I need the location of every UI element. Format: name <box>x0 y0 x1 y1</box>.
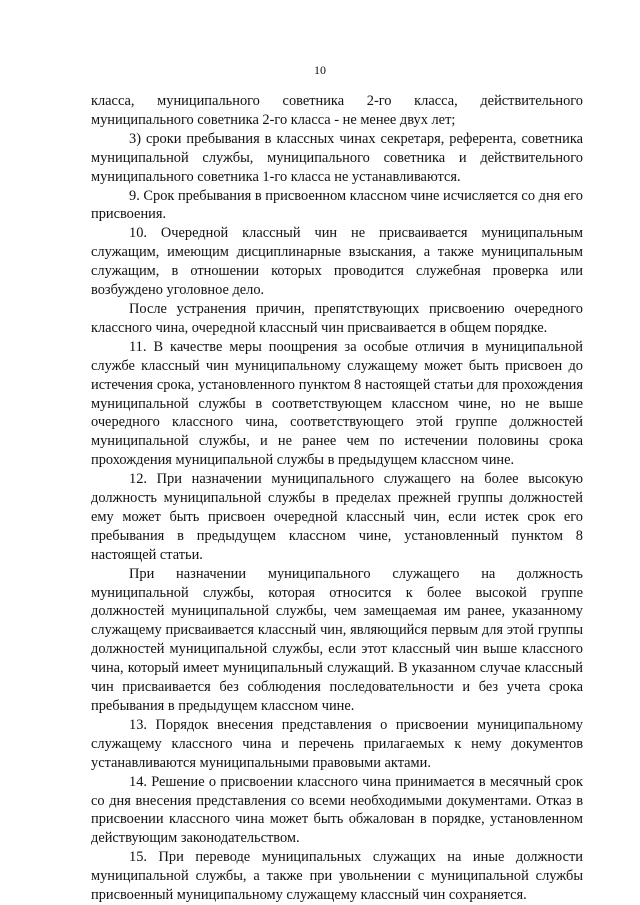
paragraph-13: 13. Порядок внесения представления о присвоении муниципальному служащему классного чина и перечень прилагаемых к нему документов устанавливаются муниципальными правовыми актами. <box>91 716 583 771</box>
paragraph-11: 11. В качестве меры поощрения за особые отличия в муниципальной службе классный чин муниципальному служащему может быть присвоен до истечения срока, установленного пунктом 8 настоящей статьи для прохождения муниципальной службы в соответствующем классном чине, но не выше очередного классного чина, соответствующего этой группе должностей муниципальной службы, и не ранее чем по истечении половины срока прохождения муниципальной службы в предыдущем классном чине. <box>91 338 583 469</box>
paragraph-12-continued: При назначении муниципального служащего на должность муниципальной службы, которая относится к более высокой группе должностей муниципальной службы, чем замещаемая им ранее, указанному служащему присваивается классный чин, являющийся первым для этой группы должностей муниципальной службы, если этот классный чин выше классного чина, который имеет муниципальный служащий. В указанном случае классный чин присваивается без соблюдения последовательности и без учета срока пребывания в предыдущем классном чине. <box>91 565 583 714</box>
paragraph-15: 15. При переводе муниципальных служащих на иные должности муниципальной службы, а также при увольнении с муниципальной службы присвоенный муниципальному служащему классный чин сохраняется. <box>91 849 583 904</box>
document-body <box>91 92 583 905</box>
paragraph-12: 12. При назначении муниципального служащего на более высокую должность муниципальной службы в пределах прежней группы должностей ему может быть присвоен очередной классный чин, если истек срок его пребывания в предыдущем классном чине, установленный пунктом 8 настоящей статьи. <box>91 471 583 563</box>
paragraph-9: 9. Срок пребывания в присвоенном классном чине исчисляется со дня его присвоения. <box>91 187 583 223</box>
paragraph-10-continued: После устранения причин, препятствующих присвоению очередного классного чина, очередной классный чин присваивается в общем порядке. <box>91 300 583 336</box>
paragraph-14: 14. Решение о присвоении классного чина принимается в месячный срок со дня внесения представления со всеми необходимыми документами. Отказ в присвоении классного чина может быть обжалован в порядке, установленном действующим законодательством. <box>91 773 583 847</box>
paragraph-continuation: класса, муниципального советника 2-го класса, действительного муниципального советника 2-го класса - не менее двух лет; <box>91 93 583 128</box>
page-number: 10 <box>314 63 326 77</box>
paragraph-10: 10. Очередной классный чин не присваивается муниципальным служащим, имеющим дисциплинарные взыскания, а также муниципальным служащим, в отношении которых проводится служебная проверка или возбуждено уголовное дело. <box>91 225 583 299</box>
paragraph-item-3: 3) сроки пребывания в классных чинах секретаря, референта, советника муниципальной службы, муниципального советника и действительного муниципального советника 1-го класса не устанавливаются. <box>91 130 583 185</box>
